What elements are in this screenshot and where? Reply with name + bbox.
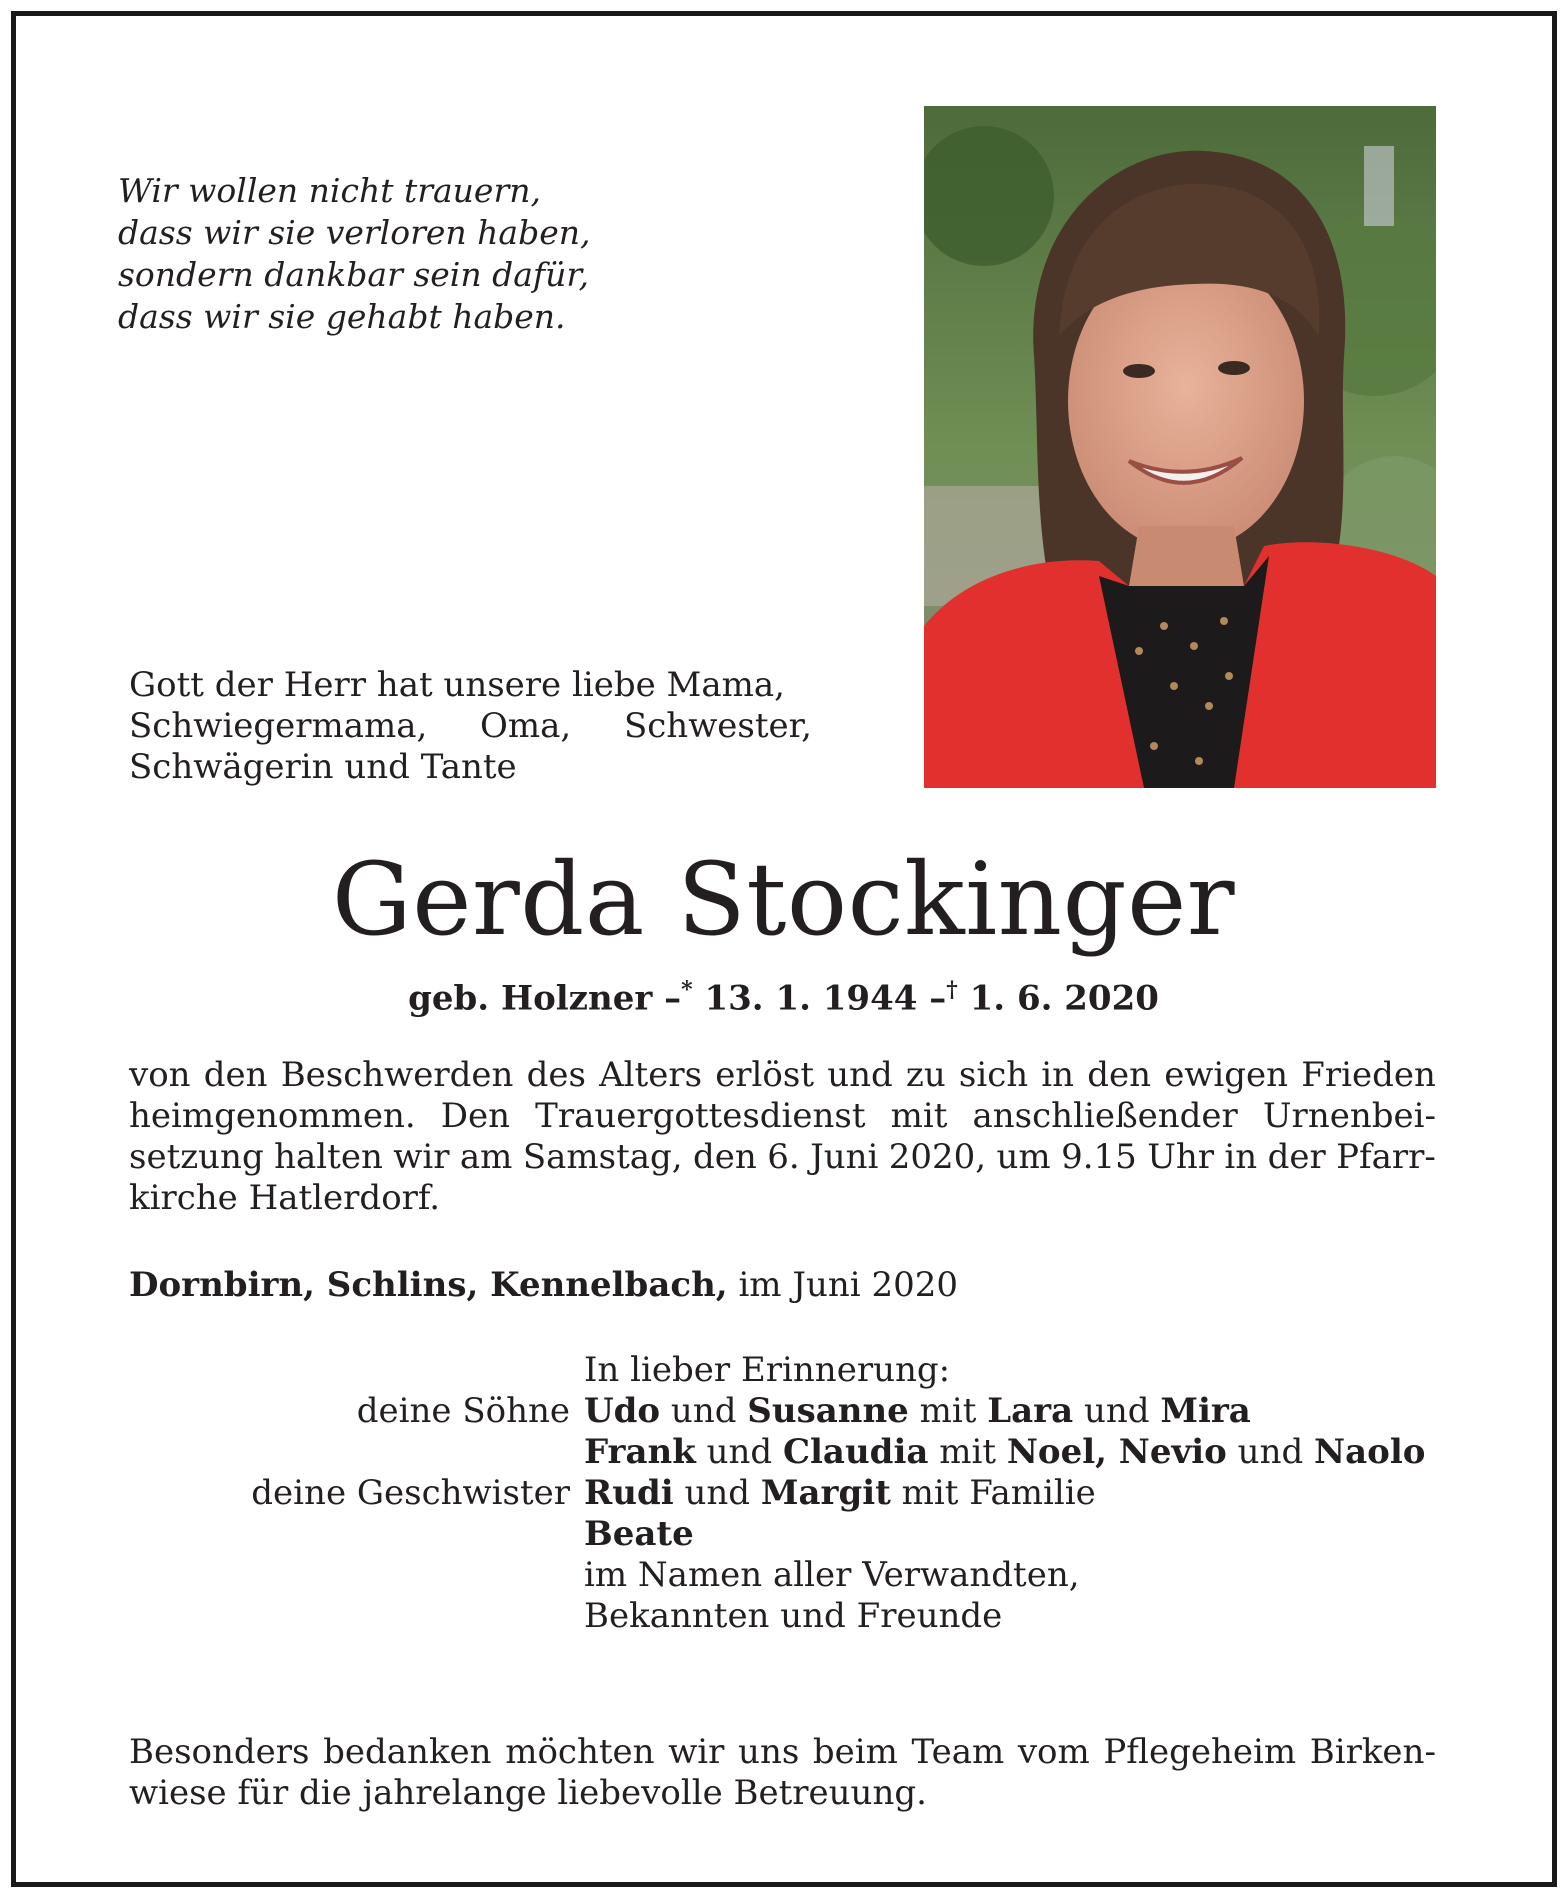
word: Den (440, 1096, 511, 1136)
word: 6. (767, 1137, 800, 1177)
birth-name: geb. Holzner (408, 978, 653, 1019)
word: 2020, (888, 1137, 987, 1177)
intro-word: Oma, (480, 706, 572, 746)
body-paragraph (129, 1055, 1436, 1219)
sons-row-2 (129, 1432, 1449, 1473)
sons-row (129, 1391, 1449, 1432)
body-line (129, 1137, 1436, 1178)
siblings-label: deine Geschwister (251, 1473, 570, 1513)
word: am (459, 1137, 513, 1177)
family-name: Susanne (747, 1391, 909, 1431)
body-line (129, 1096, 1436, 1137)
poem-line: dass wir sie gehabt haben. (118, 297, 566, 336)
word: Besonders (129, 1732, 310, 1772)
family-name: Claudia (782, 1432, 929, 1472)
word: zu (905, 1055, 946, 1095)
intro-word: Schwiegermama, (129, 706, 428, 746)
family-name: Rudi (584, 1473, 674, 1513)
family-name: Udo (584, 1391, 661, 1431)
sons-line (584, 1432, 1425, 1473)
word: den (1087, 1055, 1152, 1095)
birth-date: 13. 1. 1944 (704, 978, 918, 1019)
word: von (129, 1055, 191, 1095)
word: Uhr (1147, 1137, 1214, 1177)
family-name: Lara (987, 1391, 1074, 1431)
poem-line: Wir wollen nicht trauern, (118, 171, 541, 210)
family-name: Margit (760, 1473, 891, 1513)
poem-line: sondern dankbar sein dafür, (118, 255, 590, 294)
memory-heading: In lieber Erinnerung: (584, 1350, 951, 1390)
word: Alters (599, 1055, 703, 1095)
word: mit (890, 1096, 948, 1136)
word: heimgenommen. (129, 1096, 416, 1136)
word: in (1041, 1055, 1075, 1095)
word: ewigen (1164, 1055, 1289, 1095)
connector: und (706, 1432, 773, 1472)
others-row-2 (129, 1596, 1449, 1637)
life-dates (0, 968, 1567, 1020)
died-symbol: † (946, 977, 958, 1003)
word: sich (958, 1055, 1029, 1095)
word: den (693, 1137, 757, 1177)
word: Juni (810, 1137, 879, 1177)
word: in (1224, 1137, 1258, 1177)
word: vom (1017, 1732, 1090, 1772)
word: 9.15 (1061, 1137, 1137, 1177)
announcement-date: im Juni 2020 (738, 1265, 958, 1305)
word: uns (738, 1732, 800, 1772)
others-line: Bekannten und Freunde (584, 1596, 1003, 1636)
family-list (129, 1350, 1449, 1637)
place-names: Dornbirn, Schlins, Kennelbach, (129, 1265, 728, 1305)
others-row (129, 1555, 1449, 1596)
family-name: Noel, Nevio (1006, 1432, 1227, 1472)
dash: – (664, 978, 682, 1019)
family-name: Naolo (1314, 1432, 1426, 1472)
poem (118, 170, 638, 338)
word: des (526, 1055, 586, 1095)
intro-line: Gott der Herr hat unsere liebe Mama, (129, 665, 785, 705)
word: Beschwerden (280, 1055, 514, 1095)
memory-heading-row (129, 1350, 1449, 1391)
word: wir (393, 1137, 450, 1177)
place-date (129, 1265, 958, 1306)
word: Samstag, (522, 1137, 683, 1177)
connector: mit Familie (901, 1473, 1096, 1513)
family-name: Frank (584, 1432, 696, 1472)
death-date: 1. 6. 2020 (969, 978, 1159, 1019)
word: Urnenbei- (1262, 1096, 1436, 1136)
thanks-line (129, 1732, 1436, 1773)
family-name: Beate (584, 1514, 694, 1554)
connector: mit (919, 1391, 977, 1431)
sons-line (584, 1391, 1251, 1432)
family-name: Mira (1160, 1391, 1251, 1431)
intro-text (129, 665, 812, 788)
word: möchten (505, 1732, 655, 1772)
portrait-illustration (924, 106, 1436, 788)
deceased-name: Gerda Stockinger (331, 841, 1236, 958)
word: Birken- (1309, 1732, 1436, 1772)
intro-line (129, 706, 812, 747)
portrait-photo (924, 106, 1436, 788)
word: der (1267, 1137, 1326, 1177)
thanks-paragraph (129, 1732, 1436, 1814)
word: und (827, 1055, 893, 1095)
poem-line: dass wir sie verloren haben, (118, 213, 591, 252)
connector: und (670, 1391, 737, 1431)
word: Frieden (1301, 1055, 1436, 1095)
word: anschließender (972, 1096, 1238, 1136)
word: halten (274, 1137, 383, 1177)
word: erlöst (715, 1055, 815, 1095)
siblings-line (584, 1473, 1096, 1514)
body-line (129, 1055, 1436, 1096)
word: Pfarr- (1336, 1137, 1436, 1177)
sons-label: deine Söhne (356, 1391, 570, 1431)
intro-word: Schwester, (623, 706, 812, 746)
word: wir (668, 1732, 725, 1772)
connector: und (1083, 1391, 1150, 1431)
intro-line: Schwägerin und Tante (129, 747, 517, 787)
word: den (203, 1055, 268, 1095)
body-line: kirche Hatlerdorf. (129, 1178, 441, 1218)
dash: – (929, 978, 947, 1019)
connector: mit (939, 1432, 996, 1472)
word: Pflegeheim (1103, 1732, 1297, 1772)
connector: und (1237, 1432, 1304, 1472)
siblings-row (129, 1473, 1449, 1514)
word: setzung (129, 1137, 264, 1177)
others-line: im Namen aller Verwandten, (584, 1555, 1080, 1595)
siblings-row-2 (129, 1514, 1449, 1555)
word: bedanken (323, 1732, 492, 1772)
thanks-line: wiese für die jahrelange liebevolle Betreuung. (129, 1773, 927, 1813)
word: beim (812, 1732, 898, 1772)
word: um (996, 1137, 1051, 1177)
word: Team (911, 1732, 1005, 1772)
connector: und (684, 1473, 751, 1513)
word: Trauergottesdienst (535, 1096, 866, 1136)
born-symbol: * (681, 977, 693, 1003)
